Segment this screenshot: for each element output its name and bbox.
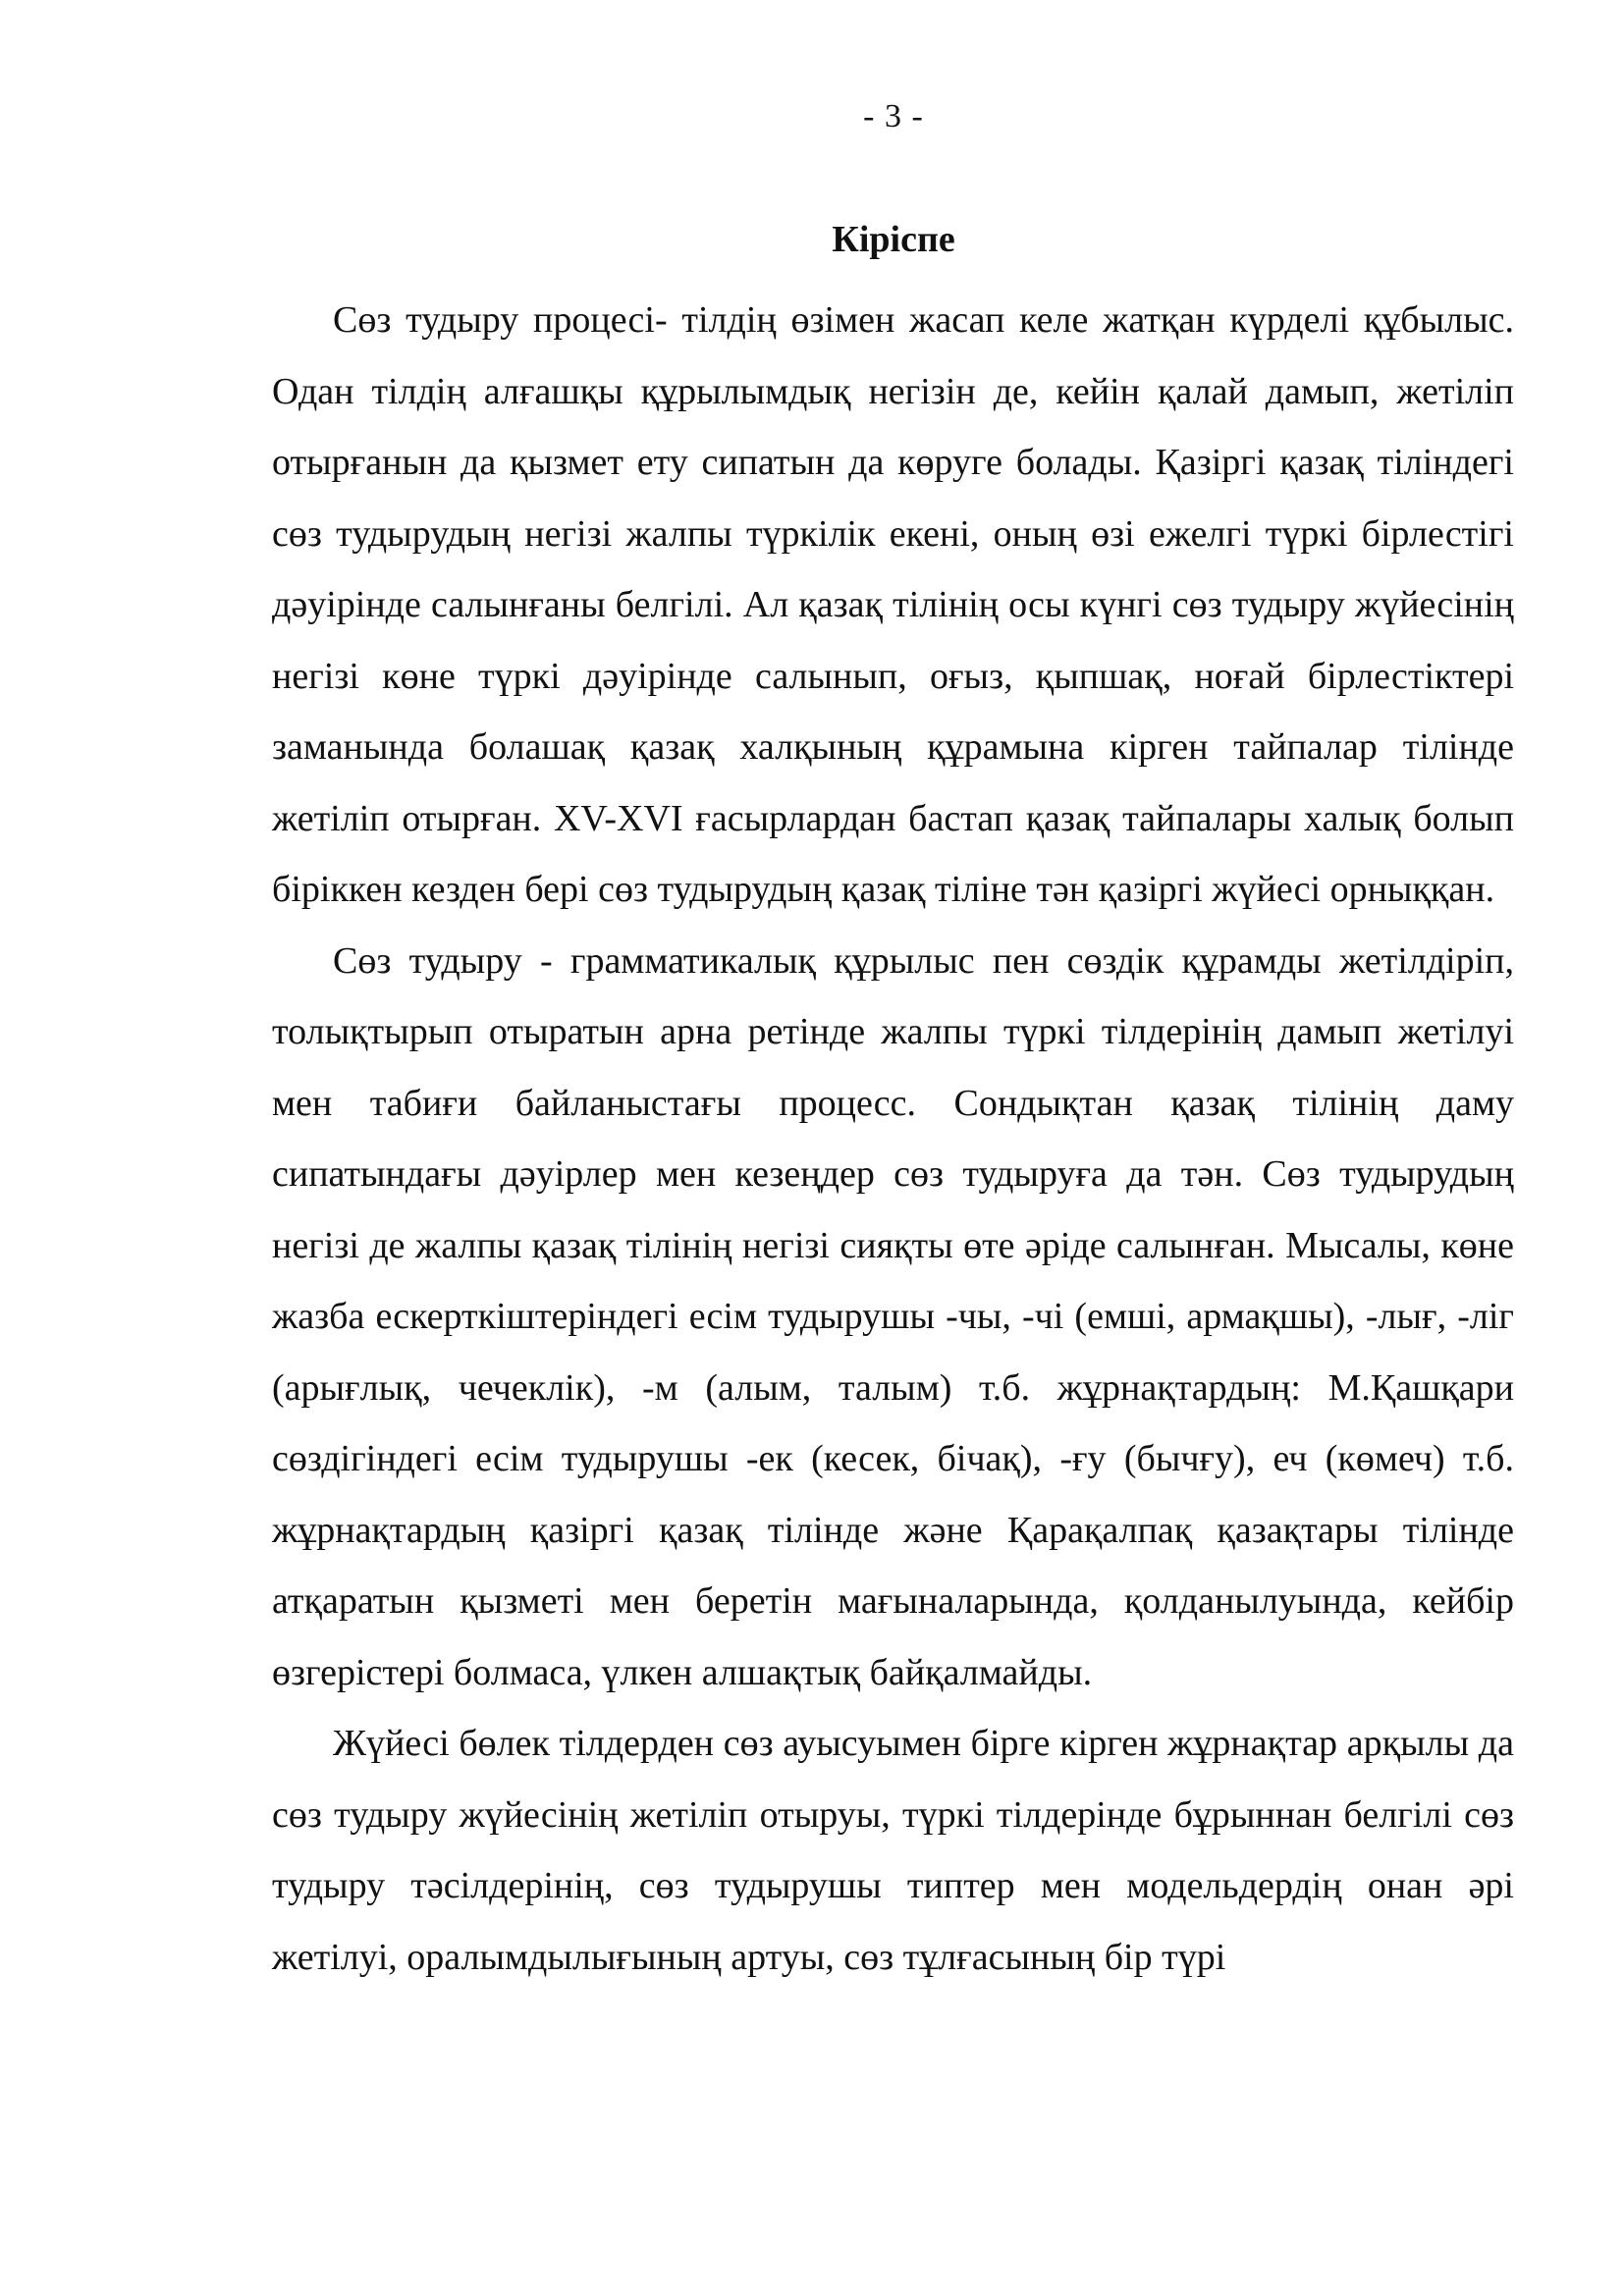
page-number: - 3 - xyxy=(863,98,924,134)
body-text xyxy=(272,285,1514,1993)
paragraph: Сөз тудыру процесі- тілдің өзімен жасап келе жатқан күрделі құбылыс. Одан тілдің алғашқы құрылымдық негізін де, кейін қалай дамып, жетіліп отырғанын да қызмет ету сипатын да көруге болады. Қазіргі қазақ тіліндегі сөз тудырудың негізі жалпы түркілік екені, оның өзі ежелгі түркі бірлестігі дәуірінде салынғаны белгілі. Ал қазақ тілінің осы күнгі сөз тудыру жүйесінің негізі көне түркі дәуірінде салынып, оғыз, қыпшақ, ноғай бірлестіктері заманында болашақ қазақ халқының құрамына кірген тайпалар тілінде жетіліп отырған. XV-XVI ғасырлардан бастап қазақ тайпалары халық болып біріккен кезден бері сөз тудырудың қазақ тіліне тән қазіргі жүйесі орныққан. xyxy=(272,299,1514,910)
paragraph: Жүйесі бөлек тілдерден сөз ауысуымен бірге кірген жұрнақтар арқылы да сөз тудыру жүйесінің жетіліп отыруы, түркі тілдерінде бұрыннан белгілі сөз тудыру тәсілдерінің, сөз тудырушы типтер мен модельдердің онан әрі жетілуі, оралымдылығының артуы, сөз тұлғасының бір түрі xyxy=(272,1723,1514,1978)
section-title: Кіріспе xyxy=(832,219,955,260)
paragraph: Сөз тудыру - грамматикалық құрылыс пен сөздік құрамды жетілдіріп, толықтырып отыратын арна ретінде жалпы түркі тілдерінің дамып жетілуі мен табиғи байланыстағы процесс. Сондықтан қазақ тілінің даму сипатындағы дәуірлер мен кезеңдер сөз тудыруға да тән. Сөз тудырудың негізі де жалпы қазақ тілінің негізі сияқты өте әріде салынған. Мысалы, көне жазба ескерткіштеріндегі есім тудырушы -чы, -чі (емші, армақшы), -лығ, -ліг (арығлық, чечеклік), -м (алым, талым) т.б. жұрнақтардың: М.Қашқари сөздігіндегі есім тудырушы -ек (кесек, бічақ), -ғу (бычғу), еч (көмеч) т.б. жұрнақтардың қазіргі қазақ тілінде және Қарақалпақ қазақтары тілінде атқаратын қызметі мен беретін мағыналарында, қолданылуында, кейбір өзгерістері болмаса, үлкен алшақтық байқалмайды. xyxy=(272,939,1514,1693)
